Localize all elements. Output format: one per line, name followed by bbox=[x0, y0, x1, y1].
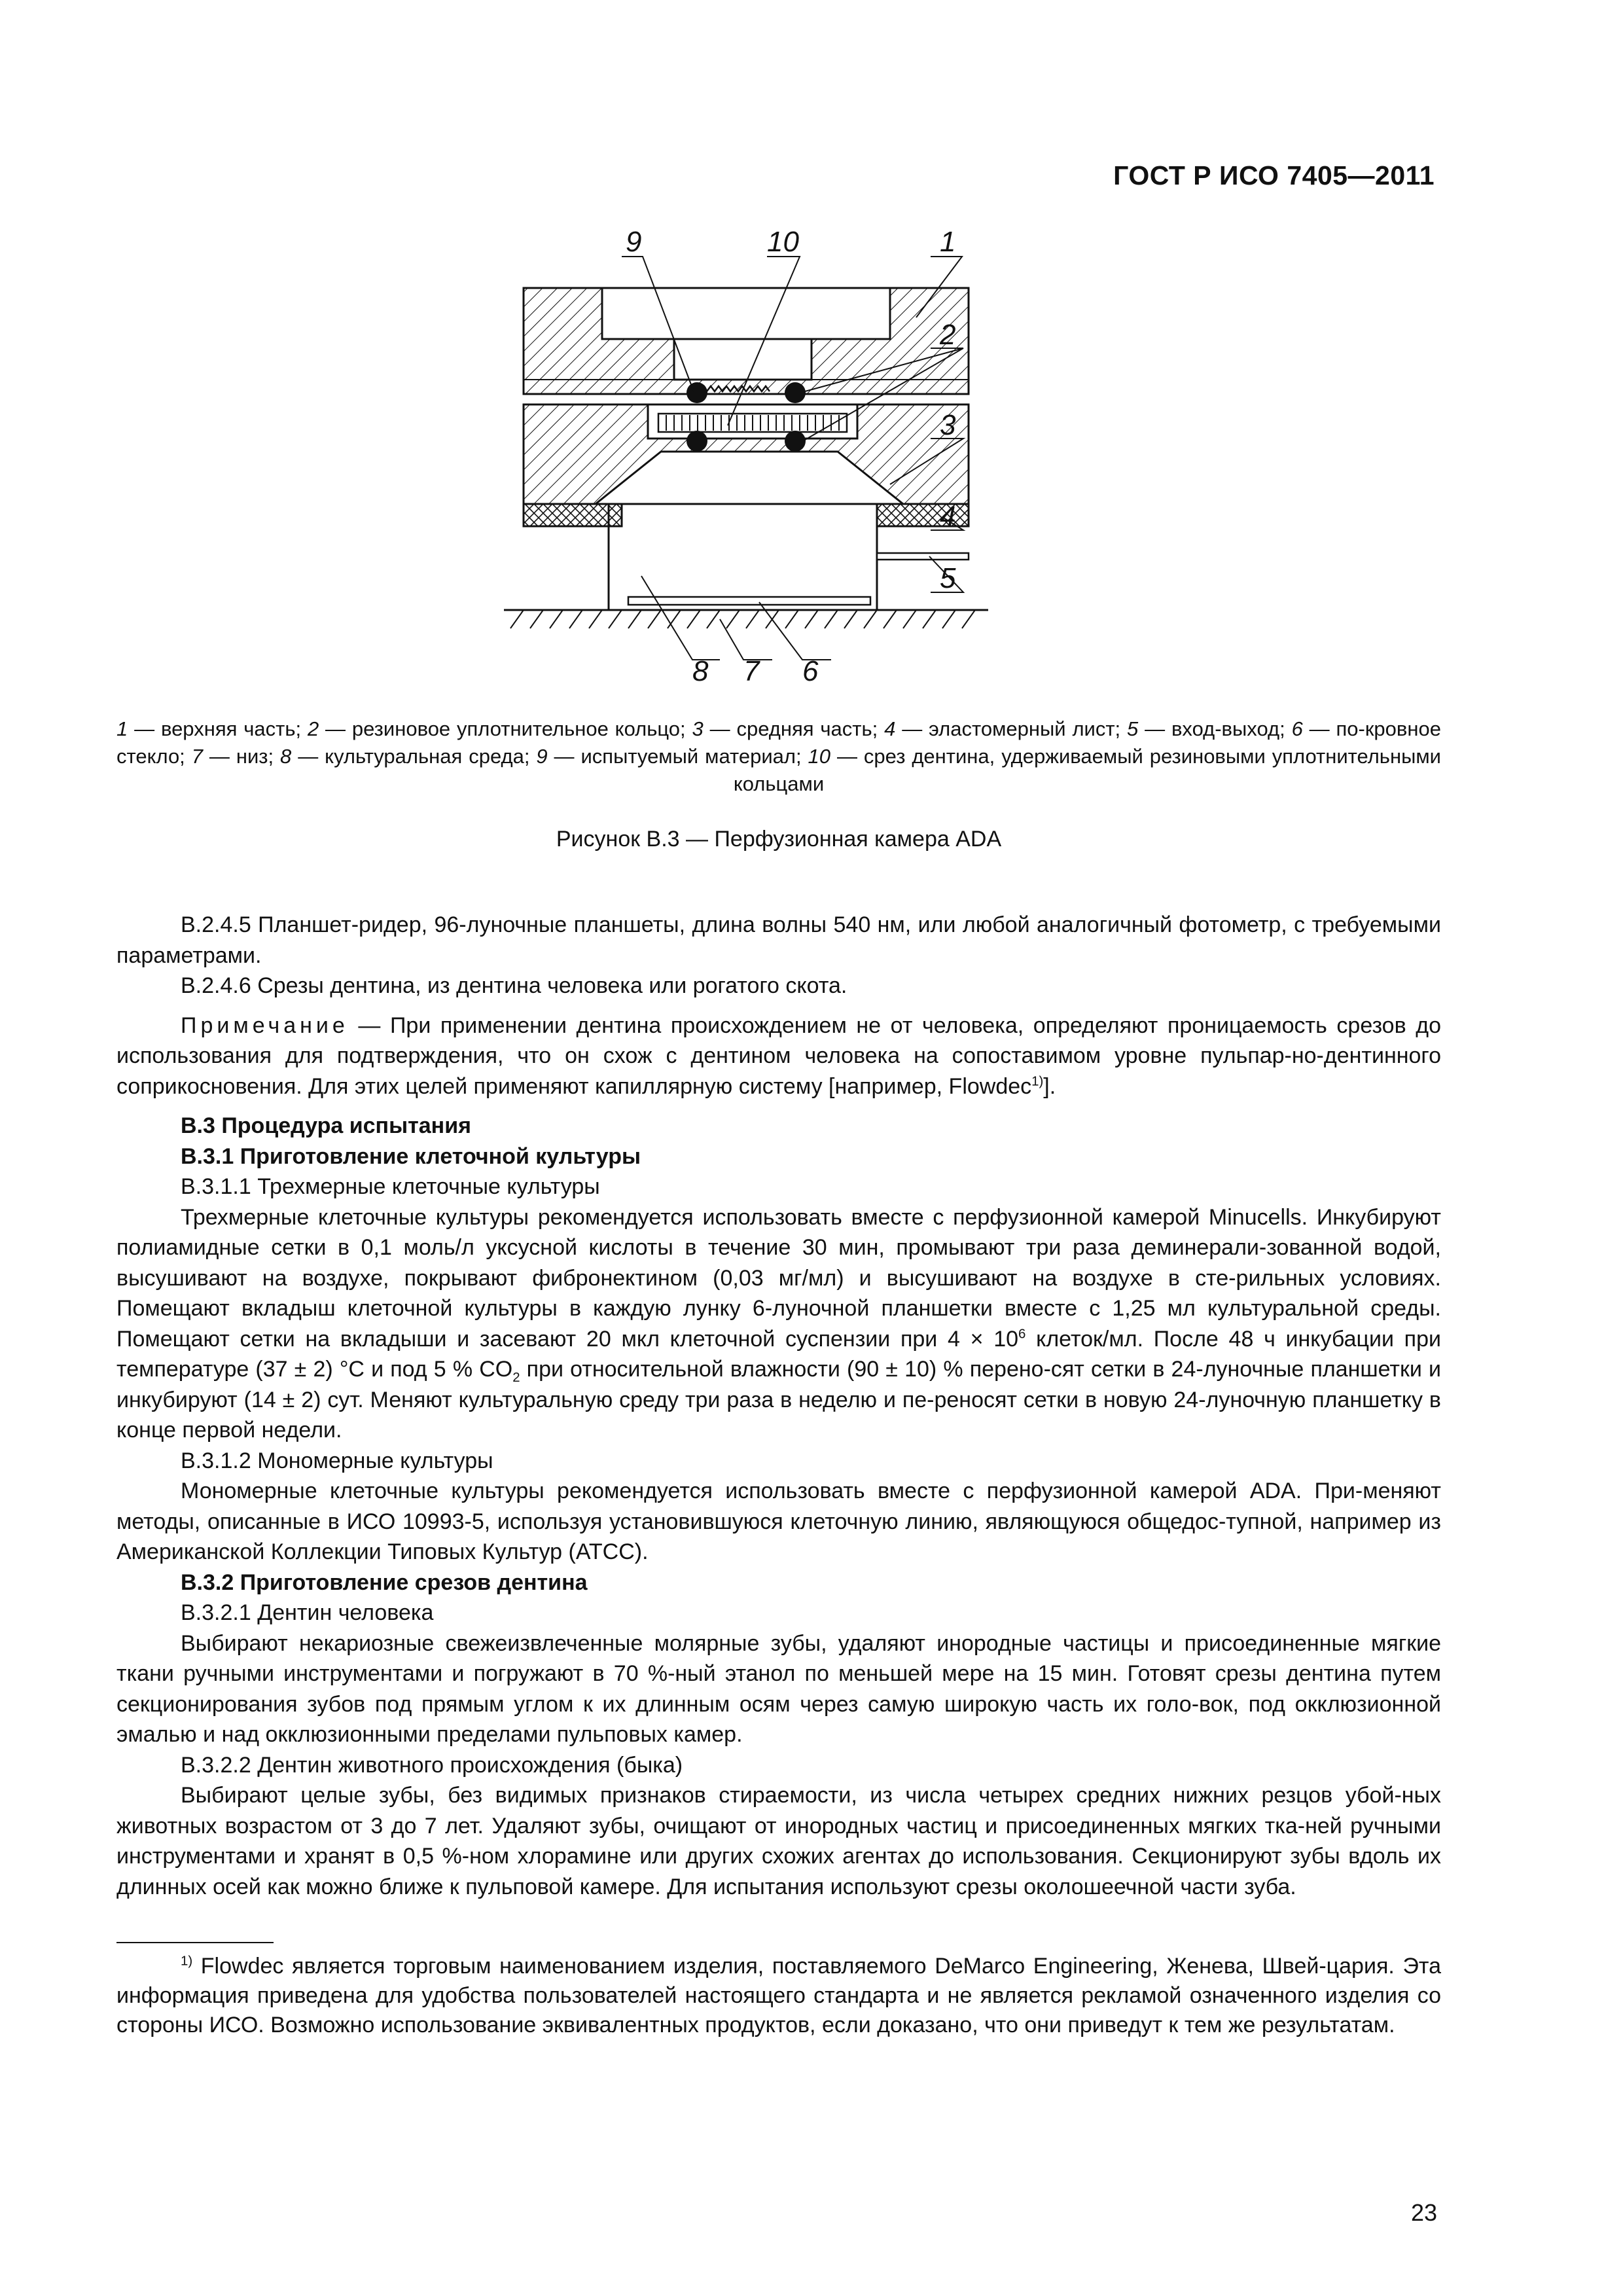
note-text: — При применении дентина происхождением не от человека, определяют проницаемость срезов до использования для подтверждения, что он схож с дентином человека на сопоставимом уровне пульпар-но-дентинного соприкосновения. Для этих целей применяют капиллярную систему [например, Flowdec bbox=[116, 1013, 1441, 1099]
page-number: 23 bbox=[1410, 2199, 1437, 2226]
section-heading-b32: В.3.2 Приготовление срезов дентина bbox=[181, 1570, 588, 1595]
legend-num: 2 bbox=[307, 717, 319, 740]
paragraph-b321: Выбирают некариозные свежеизвлеченные молярные зубы, удаляют инородные частицы и присоединенные мягкие ткани ручными инструментами и погружают в 70 %-ный этанол по меньшей мере на 15 мин. Готовят срезы дентина путем секционирования зубов под прямым углом к их длинным осям через самую широкую часть их голо-вок, под окклюзионной эмалью и над окклюзионными пределами пульповых камер. bbox=[116, 1630, 1441, 1747]
legend-text: — средняя часть; bbox=[703, 717, 885, 740]
section-heading-b3: В.3 Процедура испытания bbox=[181, 1113, 471, 1138]
legend-text: — резиновое уплотнительное кольцо; bbox=[319, 717, 692, 740]
callout-10: 10 bbox=[767, 229, 799, 258]
superscript: 6 bbox=[1018, 1327, 1026, 1342]
legend-text: — эластомерный лист; bbox=[895, 717, 1128, 740]
legend-num: 6 bbox=[1291, 717, 1303, 740]
note-paragraph bbox=[116, 1011, 1441, 1102]
figure-caption: Рисунок В.3 — Перфузионная камера ADA bbox=[556, 827, 1002, 852]
callout-6: 6 bbox=[802, 655, 819, 687]
legend-num: 5 bbox=[1127, 717, 1139, 740]
legend-num: 10 bbox=[808, 745, 831, 768]
callout-1: 1 bbox=[940, 229, 956, 258]
legend-num: 3 bbox=[692, 717, 704, 740]
legend-num: 4 bbox=[884, 717, 896, 740]
paragraph-b246: В.2.4.6 Срезы дентина, из дентина человека или рогатого скота. bbox=[181, 973, 847, 998]
legend-text: — низ; bbox=[202, 745, 281, 768]
callout-3: 3 bbox=[940, 409, 956, 441]
legend-text: — испытуемый материал; bbox=[547, 745, 808, 768]
paragraph-b312: Мономерные клеточные культуры рекомендуется использовать вместе с перфузионной камерой ADA. При-меняют методы, описанные в ИСО 10993-5, используя установившуюся клеточную линию, являющуюся общедос-тупной, например из Американской Коллекции Типовых Культур (АТСС). bbox=[116, 1479, 1441, 1564]
callout-2: 2 bbox=[940, 319, 956, 351]
text-run: клеток/мл. После 48 ч инкубации при температуре (37 ± 2) °C и под 5 % CO bbox=[116, 1326, 1441, 1382]
footnote-separator bbox=[116, 1942, 274, 1943]
figure-legend bbox=[116, 715, 1441, 798]
upper-part bbox=[524, 288, 969, 394]
paragraph-b245: В.2.4.5 Планшет-ридер, 96-луночные планшеты, длина волны 540 нм, или любой аналогичный фотометр, с требуемыми параметрами. bbox=[116, 912, 1441, 968]
footnote bbox=[116, 1952, 1441, 2040]
callout-4: 4 bbox=[940, 501, 956, 533]
document-code-header: ГОСТ Р ИСО 7405—2011 bbox=[1113, 160, 1435, 190]
callout-8: 8 bbox=[692, 655, 709, 687]
note-end: ]. bbox=[1043, 1073, 1056, 1099]
subsection-b311: В.3.1.1 Трехмерные клеточные культуры bbox=[181, 1174, 600, 1199]
legend-text: — вход-выход; bbox=[1138, 717, 1292, 740]
text-run: Трехмерные клеточные культуры рекомендуется использовать вместе с перфузионной камерой Minucells. Инкубируют полиамидные сетки в 0,1 моль/л уксусной кислоты в течение 30 мин, промывают три раза деминерали-зованной водой, высушивают на воздухе, покрывают фибронектином (0,03 мг/мл) и высушивают на воздухе в сте-рильных условиях. Помещают вкладыш клеточной культуры в каждую лунку 6-луночной планшетки вместе с 1,25 мл культуральной среды. Помещают сетки на вкладыши и засевают 20 мкл клеточной суспензии при 4 × 10 bbox=[116, 1204, 1441, 1352]
legend-num: 9 bbox=[536, 745, 548, 768]
subscript: 2 bbox=[512, 1370, 520, 1385]
body-text bbox=[116, 910, 1441, 1902]
callout-5: 5 bbox=[940, 562, 956, 594]
text-run: при относительной влажности (90 ± 10) % перено-сят сетки в 24-луночные планшетки и инкубируют (14 ± 2) сут. Меняют культуральную среду три раза в неделю и пе-реносят сетки в новую 24-луночную планшетку в конце первой недели. bbox=[116, 1357, 1441, 1443]
perfusion-chamber-figure bbox=[497, 229, 995, 687]
subsection-b322: В.3.2.2 Дентин животного происхождения (быка) bbox=[181, 1752, 683, 1778]
footnote-text: Flowdec является торговым наименованием изделия, поставляемого DeMarco Engineering, Женева, Швей-цария. Эта информация приведена для удобства пользователей настоящего стандарта и не является рекламой означенного изделия со стороны ИСО. Возможно использование эквивалентных продуктов, если доказано, что они приведут к тем же результатам. bbox=[116, 1954, 1441, 2037]
legend-num: 1 bbox=[116, 717, 128, 740]
paragraph-b311 bbox=[116, 1202, 1441, 1446]
legend-text: — по-кровное стекло; bbox=[116, 717, 1441, 768]
footnote-mark: 1) bbox=[181, 1954, 193, 1969]
subsection-b312: В.3.1.2 Мономерные культуры bbox=[181, 1448, 493, 1473]
footnote-paragraph bbox=[116, 1952, 1441, 2040]
legend-text: — верхняя часть; bbox=[128, 717, 308, 740]
footnote-ref: 1) bbox=[1031, 1074, 1044, 1089]
callout-9: 9 bbox=[626, 229, 642, 258]
elastomer-sheet bbox=[524, 504, 969, 526]
callout-7: 7 bbox=[743, 655, 760, 687]
paragraph-b322: Выбирают целые зубы, без видимых признаков стираемости, из числа четырех средних нижних резцов убой-ных животных возрастом от 3 до 7 лет. Удаляют зубы, очищают от инородных частиц и присоединенных мягких тка-ней ручными инструментами и хранят в 0,5 %-ном хлорамине или других схожих агентах до использования. Секционируют зубы вдоль их длинных осей как можно ближе к пульповой камере. Для испытания используют срезы околошеечной части зуба. bbox=[116, 1783, 1441, 1899]
note-label: Примечание bbox=[181, 1013, 349, 1038]
legend-text: — культуральная среда; bbox=[291, 745, 537, 768]
subsection-b321: В.3.2.1 Дентин человека bbox=[181, 1600, 434, 1625]
legend-num: 7 bbox=[191, 745, 203, 768]
section-heading-b31: В.3.1 Приготовление клеточной культуры bbox=[181, 1143, 641, 1169]
legend-num: 8 bbox=[280, 745, 292, 768]
legend-text: — срез дентина, удерживаемый резиновыми уплотнительными кольцами bbox=[733, 745, 1441, 795]
